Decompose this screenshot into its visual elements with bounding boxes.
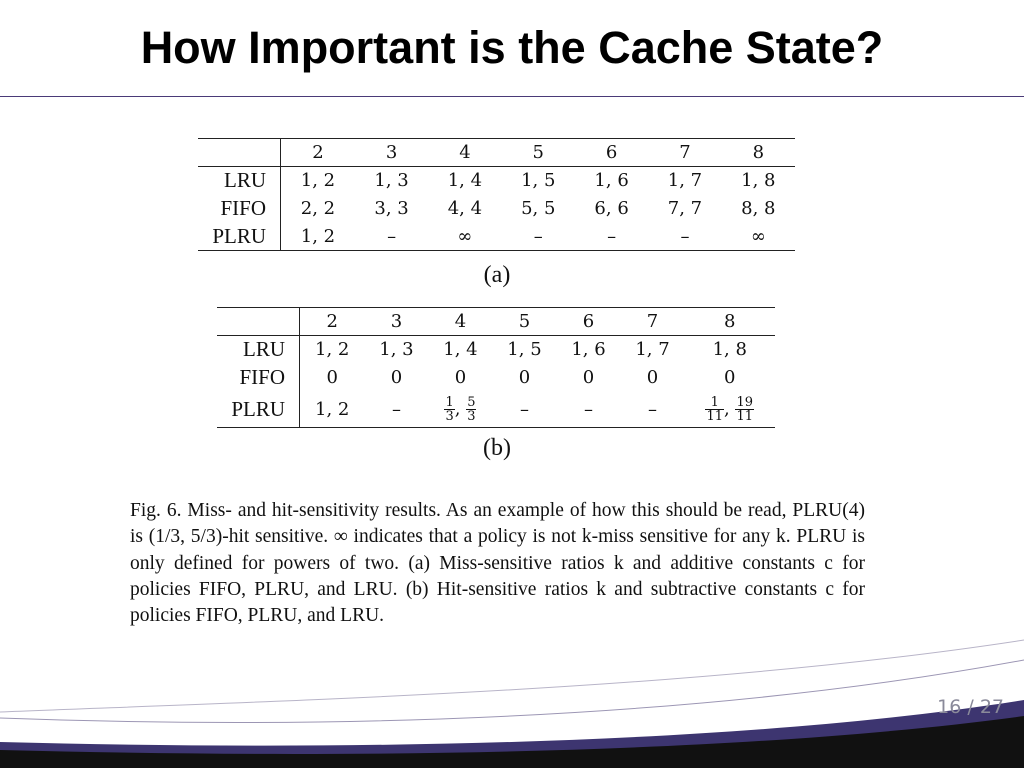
table-cell: 0 bbox=[326, 367, 338, 388]
column-header: 8 bbox=[685, 308, 775, 336]
denominator: 3 bbox=[445, 408, 454, 424]
current-page: 16 bbox=[937, 696, 962, 718]
table-cell: 2, 2 bbox=[300, 198, 336, 219]
column-header: 2 bbox=[300, 308, 365, 336]
table-cell: – bbox=[680, 225, 690, 247]
table-cell: 0 bbox=[454, 367, 467, 388]
table-cell: 1, 6 bbox=[594, 170, 629, 192]
table-cell: 1, 3 bbox=[374, 170, 409, 192]
column-header: 2 bbox=[281, 139, 355, 167]
row-label: LRU bbox=[198, 167, 281, 195]
table-cell: 1, 2 bbox=[315, 398, 350, 420]
table-cell: 8, 8 bbox=[741, 198, 776, 219]
column-header: 4 bbox=[428, 139, 501, 167]
table-cell: 1, 7 bbox=[667, 170, 703, 192]
table-cell: 0 bbox=[724, 367, 736, 388]
table-cell: – bbox=[519, 398, 529, 420]
column-header: 7 bbox=[648, 139, 721, 167]
table-cell: 1, 8 bbox=[712, 339, 747, 361]
table-cell: – bbox=[607, 225, 617, 247]
column-header: 5 bbox=[492, 308, 556, 336]
denominator: 11 bbox=[706, 408, 724, 424]
table-cell: 3, 3 bbox=[374, 198, 409, 219]
fraction-separator: , bbox=[454, 398, 467, 420]
table-cell: 1, 2 bbox=[300, 170, 336, 192]
numerator: 1 bbox=[445, 394, 454, 410]
table-cell: – bbox=[387, 225, 397, 247]
row-label: PLRU bbox=[217, 392, 300, 428]
table-cell: – bbox=[391, 398, 401, 420]
table-cell: 7, 7 bbox=[667, 198, 703, 219]
denominator: 3 bbox=[467, 408, 476, 424]
column-header: 6 bbox=[556, 308, 620, 336]
table-cell: – bbox=[583, 398, 593, 420]
numerator: 5 bbox=[467, 394, 476, 410]
table-cell: 0 bbox=[390, 367, 403, 388]
table-cell: 0 bbox=[518, 367, 531, 388]
figure-caption: Fig. 6. Miss- and hit-sensitivity results. As an example of how this should be read, PLRU(4) is (1/3, 5/3)-hit sensitive. ∞ indicates that a policy is not k-miss sensitive for any k. PLRU is only defined for powers of two. (a) Miss-sensitive ratios k and additive constants c for policies FIFO, PLRU, and LRU. (b) Hit-sensitive ratios k and subtractive constants c for policies FIFO, PLRU, and LRU. bbox=[130, 500, 865, 627]
row-label: FIFO bbox=[198, 195, 281, 223]
table-cell: 1, 4 bbox=[443, 339, 478, 361]
table-cell: – bbox=[533, 225, 543, 247]
numerator: 1 bbox=[705, 396, 724, 410]
row-label: LRU bbox=[217, 336, 300, 364]
table-cell: – bbox=[648, 398, 657, 420]
page-number bbox=[937, 696, 1004, 718]
fraction-separator: , bbox=[724, 398, 736, 420]
column-header: 6 bbox=[575, 139, 648, 167]
table-a-caption: (a) bbox=[483, 262, 511, 288]
table-cell: ∞ bbox=[750, 225, 766, 247]
column-header: 5 bbox=[502, 139, 575, 167]
table-cell: 6, 6 bbox=[594, 198, 629, 219]
table-cell: 1, 3 bbox=[379, 339, 414, 361]
row-label: PLRU bbox=[198, 223, 281, 251]
column-header: 4 bbox=[428, 308, 492, 336]
total-pages: 27 bbox=[979, 696, 1004, 718]
table-cell: 1, 2 bbox=[315, 339, 350, 361]
column-header: 7 bbox=[621, 308, 685, 336]
table-cell: 1, 5 bbox=[507, 339, 542, 361]
table-cell: 0 bbox=[646, 367, 659, 388]
table-cell: 0 bbox=[582, 367, 595, 388]
denominator: 11 bbox=[736, 408, 754, 424]
table-cell: 5, 5 bbox=[521, 198, 556, 219]
numerator: 19 bbox=[736, 394, 754, 410]
column-header: 3 bbox=[355, 139, 428, 167]
column-header: 3 bbox=[364, 308, 428, 336]
table-cell: 1, 6 bbox=[571, 339, 606, 361]
slide-title: How Important is the Cache State? bbox=[140, 22, 884, 73]
table-cell: ∞ bbox=[457, 225, 473, 247]
table-cell: 1, 8 bbox=[741, 170, 776, 192]
swoosh-thin-line bbox=[0, 660, 1024, 722]
swoosh-thin-line bbox=[0, 640, 1024, 712]
row-label: FIFO bbox=[217, 364, 300, 392]
table-cell: 4, 4 bbox=[447, 198, 483, 219]
table-cell: 1, 4 bbox=[447, 170, 483, 192]
table-b-caption: (b) bbox=[483, 435, 511, 461]
table-cell: 1, 5 bbox=[521, 170, 556, 192]
page-separator: / bbox=[967, 696, 974, 718]
column-header: 8 bbox=[722, 139, 795, 167]
table-cell: 1, 2 bbox=[300, 225, 336, 247]
table-cell: 1, 7 bbox=[635, 339, 670, 361]
